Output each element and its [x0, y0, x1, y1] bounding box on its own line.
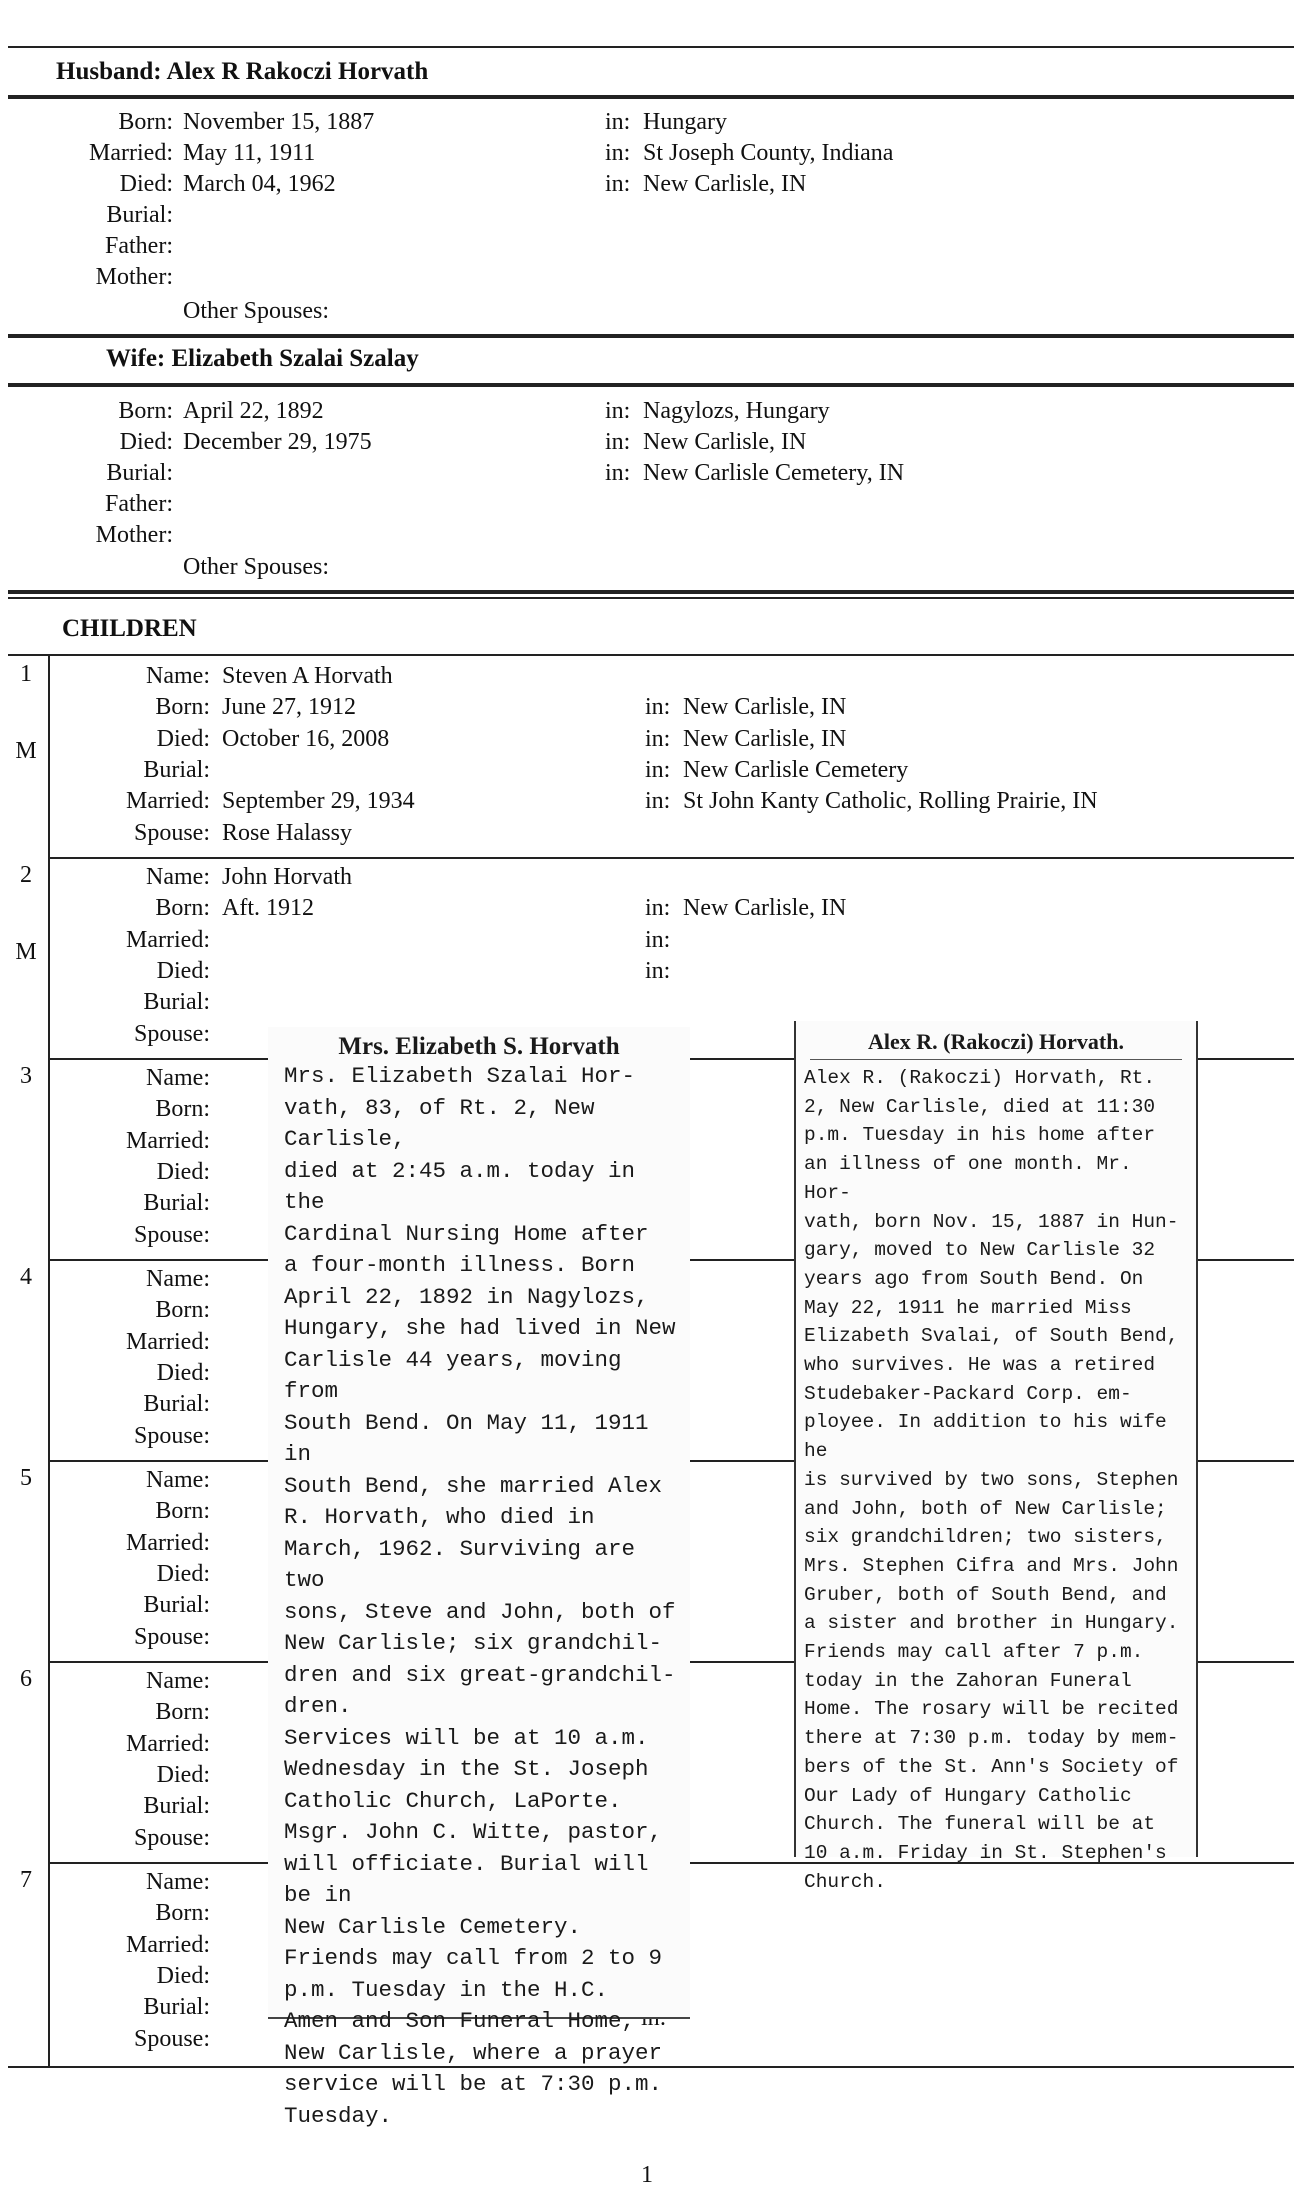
child-field-value: June 27, 1912 — [222, 694, 356, 721]
wife-value: April 22, 1892 — [183, 398, 324, 424]
child-field-label: Burial: — [143, 1391, 210, 1418]
clipping-elizabeth-body — [268, 1061, 690, 2132]
child-in-label: in: — [645, 788, 671, 815]
obituary-clipping-alex — [794, 1021, 1198, 1893]
child-field-label: Burial: — [143, 989, 210, 1016]
clipping_right-line: May 22, 1911 he married Miss — [804, 1296, 1132, 1319]
child-in-label: in: — [645, 895, 671, 922]
wife-in-label: in: — [605, 460, 631, 486]
clipping_left-line: April 22, 1892 in Nagylozs, — [284, 1283, 649, 1310]
child-field-label: Burial: — [143, 1190, 210, 1217]
child-in-label: in: — [645, 756, 671, 783]
clipping-alex-body — [796, 1060, 1196, 1896]
wife-place: Nagylozs, Hungary — [643, 398, 830, 424]
husband-value: May 11, 1911 — [183, 140, 316, 166]
child-field-label: Name: — [146, 864, 210, 890]
page-number: 1 — [641, 2162, 653, 2188]
children-header: CHILDREN — [62, 615, 197, 642]
child-field-label: Name: — [146, 1065, 210, 1091]
wife-name: Elizabeth Szalai Szalay — [171, 345, 419, 372]
child-field-label: Name: — [146, 1266, 210, 1292]
child-field-value: October 16, 2008 — [222, 725, 390, 752]
clipping_left-line: New Carlisle Cemetery. — [284, 1913, 582, 1940]
child-field-label: Spouse: — [133, 1020, 210, 1047]
child-field-label: Died: — [156, 1359, 210, 1386]
husband-name: Alex R Rakoczi Horvath — [166, 58, 429, 85]
clipping_left-line: Friends may call from 2 to 9 — [284, 1945, 663, 1971]
child-field-label: Died: — [156, 1158, 210, 1185]
husband-label: Born: — [118, 109, 173, 135]
wife-header — [106, 345, 419, 373]
child-field-label: Spouse: — [133, 1824, 210, 1851]
husband-header-label: Husband: — [56, 58, 162, 85]
clipping_right-line: Our Lady of Hungary Catholic — [804, 1784, 1132, 1807]
clipping_right-line: Church. — [804, 1870, 886, 1893]
child-field-label: Born: — [155, 694, 210, 721]
child-field-label: Burial: — [143, 1592, 210, 1619]
child-in-label: in: — [645, 694, 671, 721]
clipping_right-line: 2, New Carlisle, died at 11:30 — [804, 1095, 1156, 1118]
child-field-label: Died: — [156, 725, 210, 752]
clipping_right-line: is survived by two sons, Stephen — [804, 1468, 1179, 1491]
wife-label: Mother: — [95, 522, 173, 548]
wife-other-spouses: Other Spouses: — [183, 554, 329, 580]
clipping_left-line: died at 2:45 a.m. today in the — [284, 1157, 636, 1215]
clipping_right-line: 10 a.m. Friday in St. Stephen's — [804, 1841, 1167, 1864]
clipping_right-line: Gruber, both of South Bend, and — [804, 1583, 1167, 1606]
clipping_right-line: years ago from South Bend. On — [804, 1267, 1144, 1290]
wife-label: Born: — [118, 398, 173, 424]
husband-header — [56, 58, 428, 86]
husband-rule — [8, 95, 1294, 99]
wife-label: Father: — [105, 491, 173, 517]
clipping_left-line: South Bend, she married Alex — [284, 1472, 663, 1499]
clipping_left-line: dren and six great-grandchil- — [284, 1661, 676, 1688]
clipping_right-line: Church. The funeral will be at — [804, 1813, 1156, 1836]
clipping_left-line: dren. — [284, 1693, 352, 1719]
child-place: New Carlisle Cemetery — [683, 756, 909, 783]
child-field-label: Spouse: — [133, 2025, 210, 2052]
child-field-label: Married: — [126, 1529, 210, 1556]
child-field-label: Spouse: — [133, 819, 210, 846]
wife-in-label: in: — [605, 398, 631, 424]
clipping_right-line: six grandchildren; two sisters, — [804, 1526, 1167, 1549]
clipping_left-line: South Bend. On May 11, 1911 in — [284, 1409, 649, 1467]
child-field-label: Died: — [156, 1962, 210, 1989]
husband-in-label: in: — [605, 140, 631, 166]
husband-value: March 04, 1962 — [183, 171, 336, 197]
clipping_left-line: Mrs. Elizabeth Szalai Hor- — [284, 1063, 636, 1089]
child-field-label: Died: — [156, 1761, 210, 1788]
child-field-label: Married: — [126, 1730, 210, 1757]
child-field-label: Married: — [126, 1931, 210, 1958]
child-field-value: Rose Halassy — [222, 819, 352, 846]
child-field-value: Steven A Horvath — [222, 663, 393, 689]
children-top-rule-2 — [8, 597, 1294, 599]
child-number: 7 — [20, 1867, 32, 1893]
wife-label: Burial: — [106, 460, 173, 486]
clipping_left-line: vath, 83, of Rt. 2, New Carlisle, — [284, 1094, 595, 1152]
child-field-label: Born: — [155, 1900, 210, 1927]
child-field-label: Born: — [155, 1498, 210, 1525]
child-field-label: Spouse: — [133, 1221, 210, 1248]
clipping_right-line: Home. The rosary will be recited — [804, 1698, 1179, 1721]
clipping_right-line: who survives. He was a retired — [804, 1354, 1156, 1377]
clipping_left-line: Amen and Son Funeral Home, — [284, 2008, 636, 2034]
clipping_right-line: there at 7:30 p.m. today by mem- — [804, 1727, 1179, 1750]
clipping_left-line: p.m. Tuesday in the H.C. — [284, 1976, 609, 2003]
husband-value: November 15, 1887 — [183, 109, 375, 135]
clipping_right-line: today in the Zahoran Funeral — [804, 1669, 1132, 1692]
clipping_left-line: New Carlisle; six grandchil- — [284, 1630, 663, 1656]
husband-label: Mother: — [95, 264, 173, 290]
husband-place: Hungary — [643, 109, 727, 135]
clipping_left-line: New Carlisle, where a prayer — [284, 2039, 663, 2066]
child-field-label: Spouse: — [133, 1623, 210, 1650]
child-field-label: Born: — [155, 1297, 210, 1324]
clipping_right-line: Elizabeth Svalai, of South Bend, — [804, 1325, 1179, 1348]
wife-value: December 29, 1975 — [183, 429, 372, 455]
clipping_left-line: Wednesday in the St. Joseph — [284, 1756, 649, 1782]
clipping_left-line: will officiate. Burial will be in — [284, 1850, 649, 1908]
clipping_left-line: Hungary, she had lived in New — [284, 1315, 676, 1341]
clipping_left-line: R. Horvath, who died in — [284, 1504, 595, 1530]
wife-rule — [8, 383, 1294, 387]
wife-label: Died: — [119, 429, 173, 455]
child-sex: M — [15, 939, 37, 965]
child-number: 5 — [20, 1465, 32, 1491]
child-field-label: Married: — [126, 788, 210, 815]
child-field-value: Aft. 1912 — [222, 895, 314, 922]
clipping-alex-title: Alex R. (Rakoczi) Horvath. — [810, 1021, 1182, 1060]
clipping_left-line: a four-month illness. Born — [284, 1252, 636, 1278]
child-number: 4 — [20, 1264, 32, 1290]
clipping_right-line: p.m. Tuesday in his home after — [804, 1124, 1156, 1147]
child-field-label: Died: — [156, 957, 210, 984]
child-number: 3 — [20, 1063, 32, 1089]
child-field-value: September 29, 1934 — [222, 788, 415, 815]
child-field-label: Born: — [155, 1096, 210, 1123]
husband-place: St Joseph County, Indiana — [643, 140, 894, 166]
husband-label: Died: — [119, 171, 173, 197]
wife-in-label: in: — [605, 429, 631, 455]
clipping_left-line: service will be at 7:30 p.m. — [284, 2071, 663, 2097]
clipping_right-line: ployee. In addition to his wife he — [804, 1411, 1167, 1463]
child-field-label: Name: — [146, 1869, 210, 1895]
child-field-label: Spouse: — [133, 1422, 210, 1449]
obituary-clipping-elizabeth — [268, 1027, 690, 2129]
child-number: 2 — [20, 862, 32, 888]
child-field-label: Married: — [126, 1328, 210, 1355]
wife-place: New Carlisle, IN — [643, 429, 807, 455]
child-number: 1 — [20, 661, 32, 687]
clipping_left-line: Tuesday. — [284, 2102, 393, 2129]
clipping_left-line: March, 1962. Surviving are two — [284, 1535, 636, 1593]
clipping_right-line: an illness of one month. Mr. Hor- — [804, 1153, 1132, 1204]
child-field-value: John Horvath — [222, 864, 352, 890]
child-field-label: Burial: — [143, 1994, 210, 2021]
wife-place: New Carlisle Cemetery, IN — [643, 460, 905, 486]
clipping_right-line: gary, moved to New Carlisle 32 — [804, 1239, 1156, 1262]
child-place: New Carlisle, IN — [683, 895, 847, 922]
children-top-rule — [8, 590, 1294, 594]
child-number: 6 — [20, 1666, 32, 1692]
clipping_left-line: Carlisle 44 years, moving from — [284, 1346, 622, 1404]
clipping_right-line: Friends may call after 7 p.m. — [804, 1641, 1144, 1664]
child-in-label: in: — [645, 957, 671, 984]
wife-header-label: Wife: — [106, 345, 166, 372]
child-field-label: Born: — [155, 1699, 210, 1726]
husband-in-label: in: — [605, 171, 631, 197]
child-place: St John Kanty Catholic, Rolling Prairie, IN — [683, 788, 1098, 815]
child-field-label: Born: — [155, 895, 210, 922]
husband-label: Married: — [89, 140, 173, 166]
child-divider-rule — [48, 857, 1294, 859]
child-sex: M — [15, 738, 37, 764]
clipping_right-line: bers of the St. Ann's Society of — [804, 1755, 1179, 1778]
wife-top-rule — [8, 334, 1294, 338]
child-place: New Carlisle, IN — [683, 725, 847, 752]
husband-label: Father: — [105, 233, 173, 259]
clipping_right-line: and John, both of New Carlisle; — [804, 1497, 1167, 1520]
child-field-label: Burial: — [143, 756, 210, 783]
child-field-label: Married: — [126, 926, 210, 953]
top-rule — [8, 46, 1294, 48]
clipping_left-line: Cardinal Nursing Home after — [284, 1220, 649, 1247]
clipping_right-line: vath, born Nov. 15, 1887 in Hun- — [804, 1210, 1179, 1233]
child-field-label: Burial: — [143, 1793, 210, 1820]
child-field-label: Died: — [156, 1560, 210, 1587]
husband-place: New Carlisle, IN — [643, 171, 807, 197]
clipping_right-line: Mrs. Stephen Cifra and Mrs. John — [804, 1554, 1179, 1577]
clipping_left-line: Services will be at 10 a.m. — [284, 1724, 649, 1751]
clipping_right-line: a sister and brother in Hungary. — [804, 1612, 1179, 1635]
child-in-label: in: — [645, 926, 671, 953]
husband-label: Burial: — [106, 202, 173, 228]
clipping_right-line: Studebaker-Packard Corp. em- — [804, 1382, 1132, 1405]
clipping-elizabeth-title: Mrs. Elizabeth S. Horvath — [338, 1033, 620, 1060]
child-in-label: in: — [645, 725, 671, 752]
child-field-label: Name: — [146, 663, 210, 689]
husband-in-label: in: — [605, 109, 631, 135]
clipping_left-line: Msgr. John C. Witte, pastor, — [284, 1819, 663, 1845]
husband-other-spouses: Other Spouses: — [183, 298, 329, 324]
clipping_left-line: Catholic Church, LaPorte. — [284, 1787, 622, 1814]
clipping_right-line: Alex R. (Rakoczi) Horvath, Rt. — [804, 1067, 1156, 1089]
child-field-label: Married: — [126, 1127, 210, 1154]
clipping_left-line: sons, Steve and John, both of — [284, 1598, 676, 1625]
child-field-label: Name: — [146, 1467, 210, 1493]
children-header-rule — [8, 654, 1294, 656]
child-field-label: Name: — [146, 1668, 210, 1694]
child-place: New Carlisle, IN — [683, 694, 847, 721]
